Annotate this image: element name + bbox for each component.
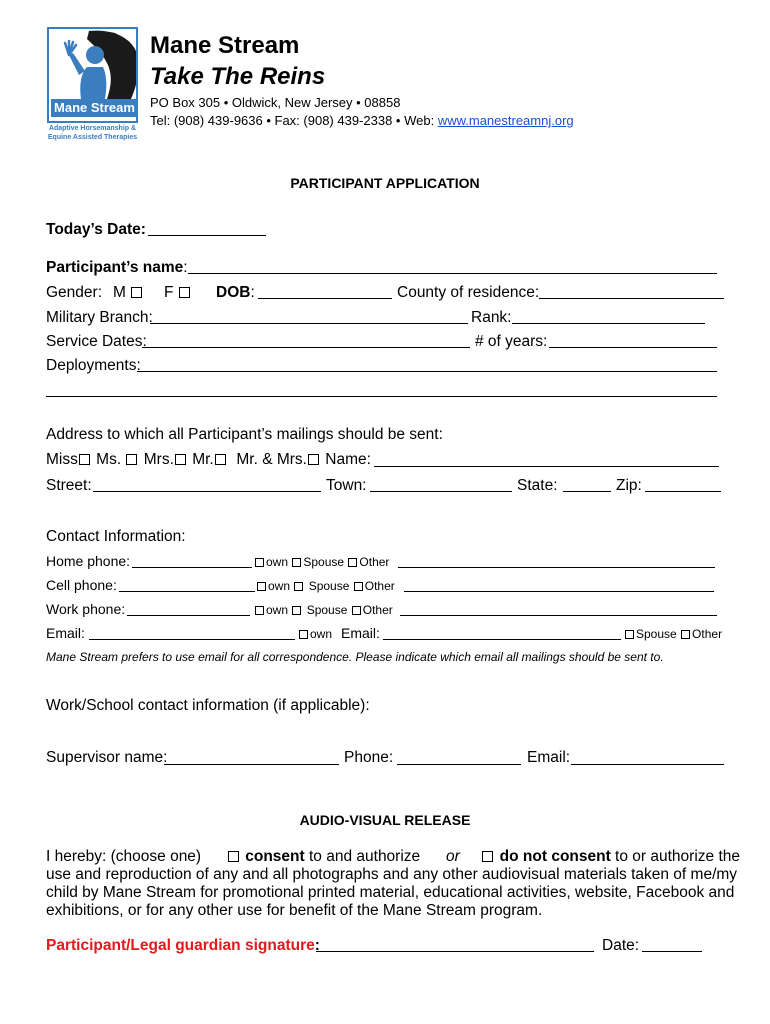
title-mr-mrs-checkbox[interactable]	[308, 454, 319, 465]
title-mr-label: Mr.	[192, 451, 214, 468]
supervisor-phone-label: Phone:	[344, 749, 394, 766]
signature-date-label: Date:	[602, 937, 640, 954]
org-name: Mane Stream	[150, 32, 300, 59]
gender-female-option[interactable]	[164, 284, 192, 302]
release-or: or	[446, 848, 460, 865]
release-line1	[46, 848, 740, 866]
tagline: Take The Reins	[150, 63, 326, 90]
email-other-label: Other	[692, 627, 723, 641]
home-phone-type	[254, 555, 389, 569]
signature-label-group	[46, 937, 320, 955]
home-phone-label: Home phone:	[46, 553, 131, 569]
contact-line	[150, 113, 574, 128]
title-ms-checkbox[interactable]	[126, 454, 137, 465]
participant-name-field[interactable]	[188, 273, 717, 274]
cell-phone-label: Cell phone:	[46, 577, 117, 593]
supervisor-email-field[interactable]	[571, 764, 724, 765]
todays-date-label: Today’s Date:	[46, 221, 146, 238]
cell-phone-field[interactable]	[119, 591, 255, 592]
address-heading: Address to which all Participant’s mailings should be sent:	[46, 426, 443, 443]
mailing-name-field[interactable]	[374, 466, 719, 467]
county-label: County of residence:	[397, 284, 540, 301]
consent-checkbox[interactable]	[228, 851, 239, 862]
work-school-heading: Work/School contact information (if applicable):	[46, 697, 370, 714]
email-spouse-checkbox[interactable]	[625, 630, 634, 639]
gender-female-checkbox[interactable]	[179, 287, 190, 298]
no-consent-label: do not consent	[499, 848, 611, 865]
zip-field[interactable]	[645, 491, 721, 492]
work-phone-field[interactable]	[127, 615, 250, 616]
email-spouse-label: Spouse	[636, 627, 677, 641]
email-own-option	[298, 627, 332, 641]
consent-option[interactable]	[227, 848, 305, 865]
military-branch-field[interactable]	[150, 323, 468, 324]
signature-label: Participant/Legal guardian signature	[46, 937, 315, 954]
address-line: PO Box 305 • Oldwick, New Jersey • 08858	[150, 95, 401, 110]
gender-male-checkbox[interactable]	[131, 287, 142, 298]
state-label: State:	[517, 477, 558, 494]
title-miss-option[interactable]	[46, 451, 92, 468]
supervisor-field[interactable]	[164, 764, 339, 765]
work-phone-other-field[interactable]	[400, 615, 717, 616]
deployments-label: Deployments:	[46, 357, 141, 374]
rank-field[interactable]	[512, 323, 705, 324]
home-own-label: own	[266, 555, 289, 569]
signature-field[interactable]	[316, 951, 594, 952]
home-phone-other-field[interactable]	[398, 567, 715, 568]
contact-heading: Contact Information:	[46, 528, 186, 545]
dob-label: DOB	[216, 284, 251, 301]
logo-tagline	[47, 125, 138, 142]
military-branch-label: Military Branch:	[46, 309, 153, 326]
home-phone-field[interactable]	[132, 567, 252, 568]
title-ms-label: Ms.	[96, 451, 122, 468]
dob-label-group	[216, 284, 255, 302]
work-own-checkbox[interactable]	[255, 606, 264, 615]
work-own-label: own	[266, 603, 289, 617]
cell-phone-type	[256, 579, 395, 593]
cell-spouse-checkbox[interactable]	[294, 582, 303, 591]
email-other-checkbox[interactable]	[681, 630, 690, 639]
release-line3: child by Mane Stream for promotional printed material, educational activities, website, Facebook and	[46, 884, 735, 901]
todays-date-field[interactable]	[148, 235, 266, 236]
zip-label: Zip:	[616, 477, 642, 494]
logo-tagline-line1: Adaptive Horsemanship &	[48, 125, 137, 132]
email-own-label: own	[310, 627, 333, 641]
work-other-label: Other	[362, 603, 393, 617]
no-consent-tail: to or authorize the	[610, 848, 740, 865]
work-spouse-checkbox[interactable]	[292, 606, 301, 615]
participant-name-colon: :	[183, 259, 188, 276]
dob-field[interactable]	[258, 298, 392, 299]
no-consent-checkbox[interactable]	[482, 851, 493, 862]
cell-own-label: own	[268, 579, 291, 593]
signature-colon: :	[314, 937, 320, 954]
release-line4: exhibitions, or for any other use for benefit of the Mane Stream program.	[46, 902, 543, 919]
title-mrs-option[interactable]	[144, 451, 188, 468]
contact-prefix: Tel: (908) 439-9636 • Fax: (908) 439-2338 • Web:	[150, 113, 438, 128]
cell-phone-other-field[interactable]	[404, 591, 714, 592]
logo-tagline-line2: Equine Assisted Therapies	[47, 133, 138, 141]
title-miss-label: Miss	[46, 451, 78, 468]
home-other-label: Other	[359, 555, 390, 569]
cell-spouse-label: Spouse	[308, 579, 350, 593]
website-link[interactable]: www.manestreamnj.org	[437, 113, 574, 128]
gender-female-label: F	[164, 284, 174, 301]
work-other-checkbox[interactable]	[352, 606, 361, 615]
street-field[interactable]	[93, 491, 321, 492]
dob-colon: :	[250, 284, 255, 301]
signature-date-field[interactable]	[642, 951, 702, 952]
logo-frame	[47, 27, 138, 123]
title-mrs-checkbox[interactable]	[175, 454, 186, 465]
county-field[interactable]	[539, 298, 724, 299]
work-phone-type	[254, 603, 393, 617]
work-phone-label: Work phone:	[46, 601, 126, 617]
deployments-field-line2[interactable]	[46, 396, 717, 397]
home-other-checkbox[interactable]	[348, 558, 357, 567]
title-mr-mrs-option[interactable]	[232, 451, 321, 468]
participant-name-label: Participant’s name	[46, 259, 184, 276]
gender-male-option[interactable]	[113, 284, 144, 302]
consent-tail: to and authorize	[304, 848, 421, 865]
years-field[interactable]	[549, 347, 717, 348]
consent-label: consent	[245, 848, 305, 865]
title-miss-checkbox[interactable]	[79, 454, 90, 465]
town-label: Town:	[326, 477, 367, 494]
release-title: AUDIO-VISUAL RELEASE	[299, 812, 471, 828]
title-mr-mrs-label: Mr. & Mrs.	[236, 451, 307, 468]
title-mr-option[interactable]	[192, 451, 228, 468]
home-spouse-checkbox[interactable]	[292, 558, 301, 567]
title-mr-checkbox[interactable]	[215, 454, 226, 465]
rank-label: Rank:	[471, 309, 512, 326]
state-field[interactable]	[563, 491, 611, 492]
service-dates-field[interactable]	[142, 347, 470, 348]
gender-male-label: M	[113, 284, 126, 301]
release-line2: use and reproduction of any and all photographs and any other audiovisual materials taken of me/my	[46, 866, 738, 883]
logo-name: Mane Stream	[51, 99, 138, 117]
cell-other-checkbox[interactable]	[354, 582, 363, 591]
email-spouse-other-field[interactable]	[383, 639, 621, 640]
home-spouse-label: Spouse	[303, 555, 345, 569]
town-field[interactable]	[370, 491, 512, 492]
supervisor-label: Supervisor name:	[46, 749, 168, 766]
email-preference-note: Mane Stream prefers to use email for all correspondence. Please indicate which email all mailings should be sent to.	[46, 650, 664, 664]
service-dates-label: Service Dates:	[46, 333, 147, 350]
email-own-checkbox[interactable]	[299, 630, 308, 639]
cell-own-checkbox[interactable]	[257, 582, 266, 591]
form-title: PARTICIPANT APPLICATION	[290, 175, 480, 191]
home-own-checkbox[interactable]	[255, 558, 264, 567]
street-label: Street:	[46, 477, 92, 494]
email2-label: Email:	[341, 625, 380, 641]
deployments-field[interactable]	[137, 371, 717, 372]
mailing-name-label: Name:	[325, 451, 371, 468]
no-consent-option[interactable]	[481, 848, 610, 865]
gender-label: Gender:	[46, 284, 103, 301]
work-spouse-label: Spouse	[306, 603, 348, 617]
title-options	[46, 451, 371, 469]
email-own-field[interactable]	[89, 639, 295, 640]
supervisor-phone-field[interactable]	[397, 764, 521, 765]
email-spouse-other-options	[624, 627, 722, 641]
title-mrs-label: Mrs.	[143, 451, 174, 468]
release-hereby: I hereby: (choose one)	[46, 848, 202, 865]
email-label: Email:	[46, 625, 85, 641]
participant-name-label-group	[46, 259, 188, 277]
cell-other-label: Other	[364, 579, 395, 593]
years-label: # of years:	[475, 333, 548, 350]
title-ms-option[interactable]	[96, 451, 139, 468]
mane-stream-logo	[47, 27, 138, 145]
supervisor-email-label: Email:	[527, 749, 571, 766]
